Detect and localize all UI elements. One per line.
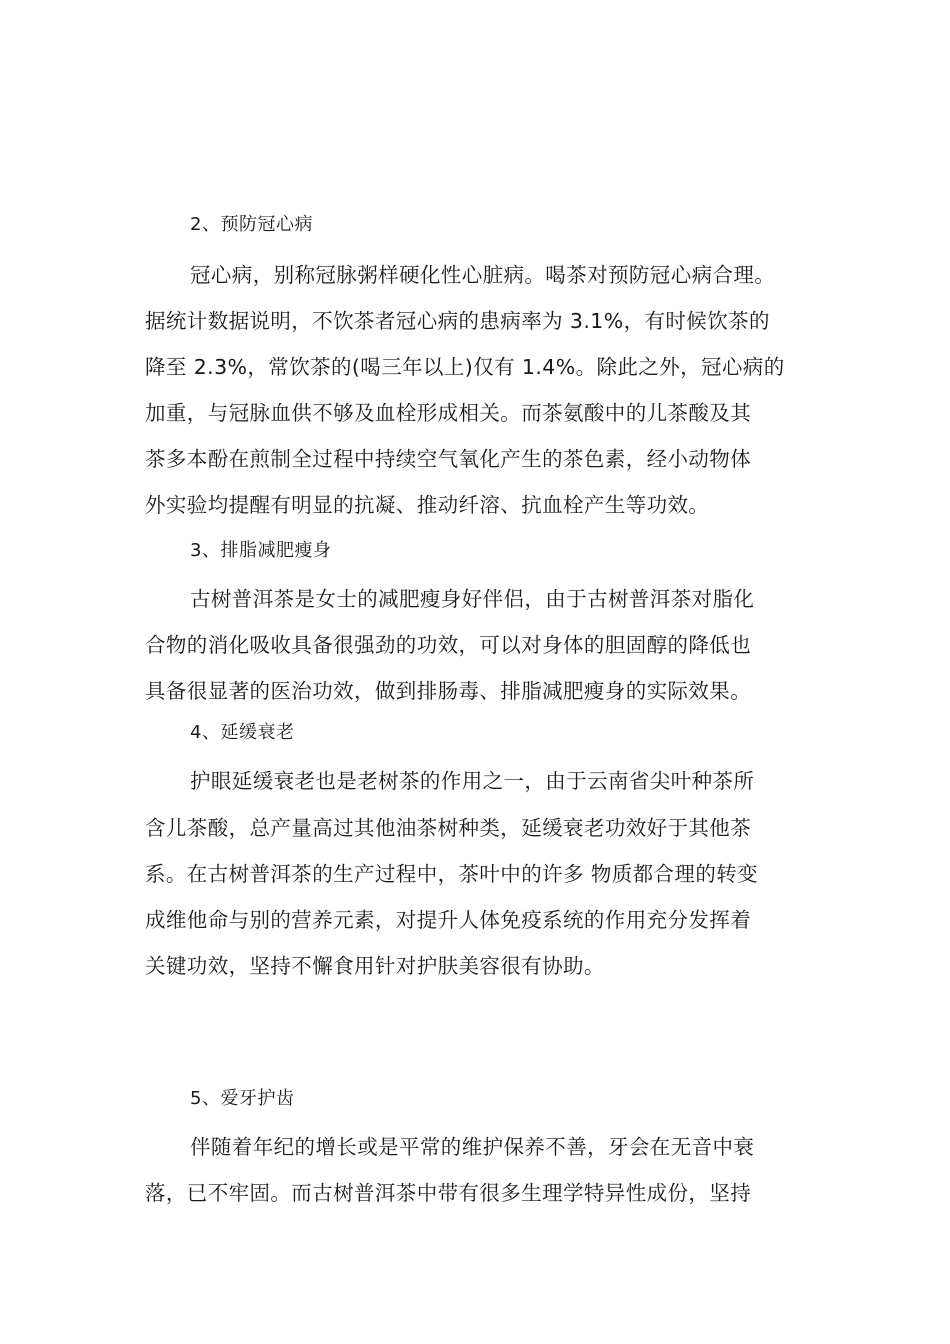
paragraph-line: 含儿茶酸，总产量高过其他油茶树种类，延缓衰老功效好于其他茶 — [145, 816, 752, 840]
paragraph-line: 系。在古树普洱茶的生产过程中，茶叶中的许多 物质都合理的转变 — [145, 862, 759, 886]
paragraph-line: 合物的消化吸收具备很强劲的功效，可以对身体的胆固醇的降低也 — [145, 633, 752, 657]
section-heading: 4、延缓衰老 — [190, 722, 295, 743]
paragraph-line: 古树普洱茶是女士的减肥瘦身好伴侣，由于古树普洱茶对脂化 — [190, 587, 755, 611]
paragraph-line: 成维他命与别的营养元素，对提升人体免疫系统的作用充分发挥着 — [145, 908, 752, 932]
paragraph-line: 伴随着年纪的增长或是平常的维护保养不善，牙会在无音中衰 — [190, 1135, 755, 1159]
section-heading: 2、预防冠心病 — [190, 214, 313, 235]
section-heading: 3、排脂减肥瘦身 — [190, 540, 332, 561]
paragraph-line: 据统计数据说明，不饮茶者冠心病的患病率为 3.1%，有时候饮茶的 — [145, 309, 770, 333]
paragraph-line: 具备很显著的医治功效，做到排肠毒、排脂减肥瘦身的实际效果。 — [145, 679, 752, 703]
paragraph-line: 护眼延缓衰老也是老树茶的作用之一，由于云南省尖叶种茶所 — [190, 769, 755, 793]
paragraph-line: 降至 2.3%，常饮茶的(喝三年以上)仅有 1.4%。除此之外，冠心病的 — [145, 355, 785, 379]
paragraph-line: 落，已不牢固。而古树普洱茶中带有很多生理学特异性成份，坚持 — [145, 1181, 752, 1205]
paragraph-line: 外实验均提醒有明显的抗凝、推动纤溶、抗血栓产生等功效。 — [145, 493, 710, 517]
paragraph-line: 加重，与冠脉血供不够及血栓形成相关。而茶氨酸中的儿茶酸及其 — [145, 401, 752, 425]
paragraph-line: 关键功效，坚持不懈食用针对护肤美容很有协助。 — [145, 954, 605, 978]
paragraph-line: 茶多本酚在煎制全过程中持续空气氧化产生的茶色素，经小动物体 — [145, 447, 752, 471]
section-heading: 5、爱牙护齿 — [190, 1088, 295, 1109]
paragraph-line: 冠心病，别称冠脉粥样硬化性心脏病。喝茶对预防冠心病合理。 — [190, 263, 776, 287]
